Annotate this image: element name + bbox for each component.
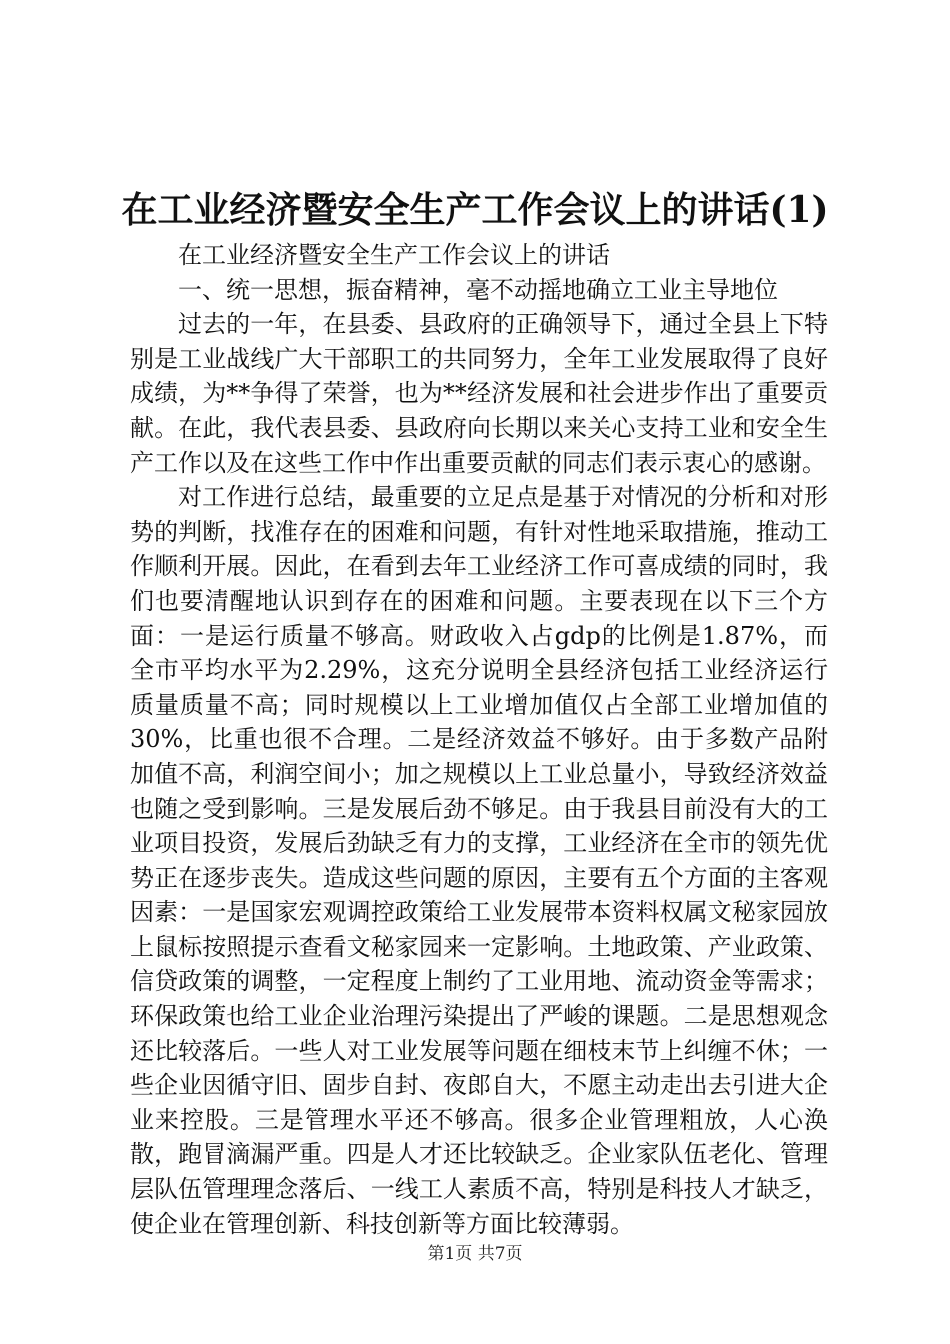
body-paragraph: 过去的一年，在县委、县政府的正确领导下，通过全县上下特别是工业战线广大干部职工的共同努力，全年工业发展取得了良好成绩，为**争得了荣誉，也为**经济发展和社会进步作出了重要贡献。在此，我代表县委、县政府向长期以来关心支持工业和安全生产工作以及在这些工作中作出重要贡献的同志们表示衷心的感谢。	[130, 310, 828, 477]
body-paragraph: 对工作进行总结，最重要的立足点是基于对情况的分析和对形势的判断，找准存在的困难和问题，有针对性地采取措施，推动工作顺利开展。因此，在看到去年工业经济工作可喜成绩的同时，我们也要清醒地认识到存在的困难和问题。主要表现在以下三个方面：一是运行质量不够高。财政收入占gdp的比例是1.87%，而全市平均水平为2.29%，这充分说明全县经济包括工业经济运行质量质量不高；同时规模以上工业增加值仅占全部工业增加值的30%，比重也很不合理。二是经济效益不够好。由于多数产品附加值不高，利润空间小；加之规模以上工业总量小，导致经济效益也随之受到影响。三是发展后劲不够足。由于我县目前没有大的工业项目投资，发展后劲缺乏有力的支撑，工业经济在全市的领先优势正在逐步丧失。造成这些问题的原因，主要有五个方面的主客观因素：一是国家宏观调控政策给工业发展带本资料权属文秘家园放上鼠标按照提示查看文秘家园来一定影响。土地政策、产业政策、信贷政策的调整，一定程度上制约了工业用地、流动资金等需求；环保政策也给工业企业治理污染提出了严峻的课题。二是思想观念还比较落后。一些人对工业发展等问题在细枝末节上纠缠不休；一些企业因循守旧、固步自封、夜郎自大，不愿主动走出去引进大企业来控股。三是管理水平还不够高。很多企业管理粗放，人心涣散，跑冒滴漏严重。四是人才还比较缺乏。企业家队伍老化、管理层队伍管理理念落后、一线工人素质不高，特别是科技人才缺乏，使企业在管理创新、科技创新等方面比较薄弱。	[130, 483, 828, 1238]
page-number-footer: 第1页 共7页	[427, 1244, 523, 1264]
document-title: 在工业经济暨安全生产工作会议上的讲话(1)	[121, 189, 829, 231]
subtitle-paragraph: 在工业经济暨安全生产工作会议上的讲话	[178, 241, 610, 269]
section-heading: 一、统一思想，振奋精神，毫不动摇地确立工业主导地位	[178, 275, 778, 304]
document-body	[130, 238, 828, 1241]
